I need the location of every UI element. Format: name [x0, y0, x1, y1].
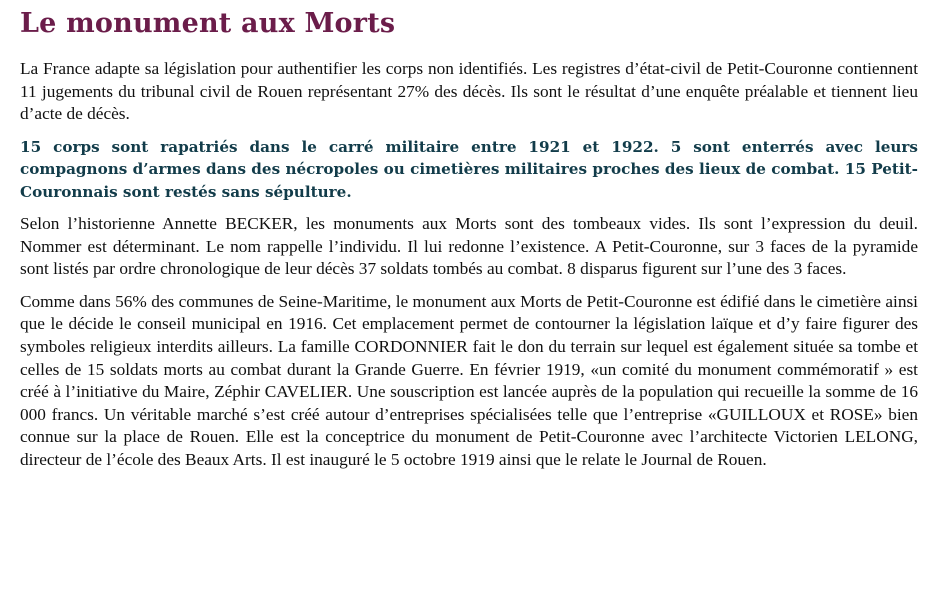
page-title: Le monument aux Morts	[20, 8, 396, 39]
paragraph-legislation: La France adapte sa législation pour authentifier les corps non identifiés. Les registres d’état-civil de Petit-Couronne contiennent 11 jugements du tribunal civil de Rouen représentant 27% des décès. Ils sont le résultat d’une enquête préalable et tiennent lieu d’acte de décès.	[20, 59, 918, 124]
document-page	[20, 6, 918, 482]
paragraph-monument-history: Comme dans 56% des communes de Seine-Maritime, le monument aux Morts de Petit-Couronne est édifié dans le cimetière ainsi que le décide le conseil municipal en 1916. Cet emplacement permet de contourner la législation laïque et d’y faire figurer des symboles religieux interdits ailleurs. La famille CORDONNIER fait le don du terrain sur lequel est également située sa tombe et celles de 15 soldats morts au combat durant la Grande Guerre. En février 1919, «un comité du monument commémoratif » est créé à l’initiative du Maire, Zéphir CAVELIER. Une souscription est lancée auprès de la population qui recueille la somme de 16 000 francs. Un véritable marché s’est créé autour d’entreprises spécialisées telle que l’entreprise «GUILLOUX et ROSE» bien connue sur la place de Rouen. Elle est la conceptrice du monument de Petit-Couronne avec l’architecte Victorien LELONG, directeur de l’école des Beaux Arts. Il est inauguré le 5 octobre 1919 ainsi que le relate le Journal de Rouen.	[20, 291, 918, 469]
paragraph-becker: Selon l’historienne Annette BECKER, les monuments aux Morts sont des tombeaux vides. Ils sont l’expression du deuil. Nommer est déterminant. Le nom rappelle l’individu. Il lui redonne l’existence. A Petit-Couronne, sur 3 faces de la pyramide sont listés par ordre chronologique de leur décès 37 soldats tombés au combat. 8 disparus figurent sur l’une des 3 faces.	[20, 214, 918, 279]
paragraph-repatriation-highlight: 15 corps sont rapatriés dans le carré militaire entre 1921 et 1922. 5 sont enterrés avec leurs compagnons d’armes dans des nécropoles ou cimetières militaires proches des lieux de combat. 15 Petit-Couronnais sont restés sans sépulture.	[20, 137, 918, 201]
